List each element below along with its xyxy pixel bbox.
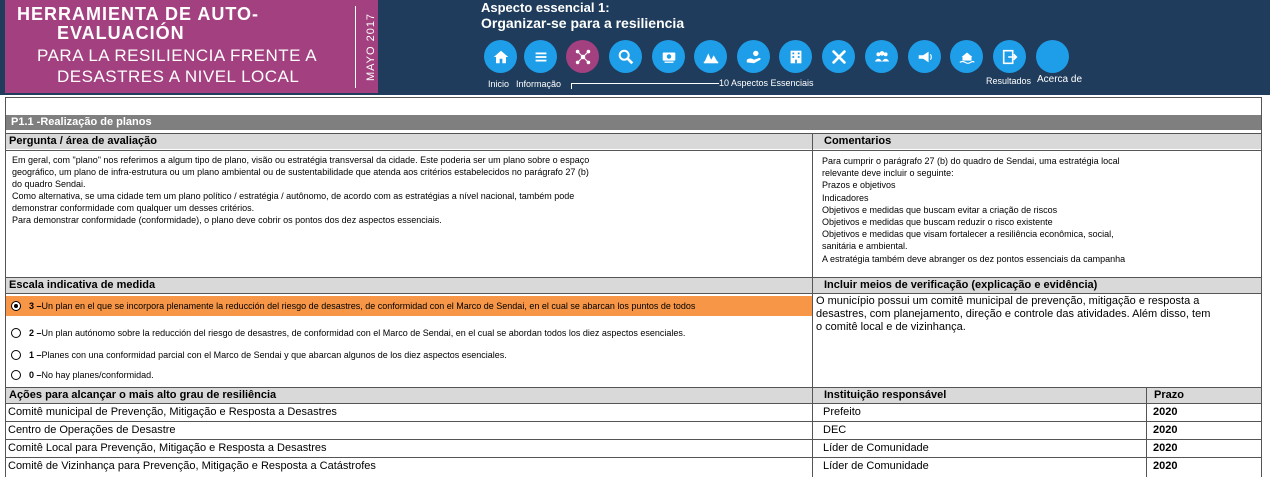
institution-cell[interactable]: Prefeito	[823, 406, 861, 418]
column-divider	[812, 403, 813, 477]
table-row	[6, 457, 1261, 475]
comment-line: A estratégia também deve abranger os dez pontos essenciais da campanha	[822, 253, 1126, 264]
institution-header: Instituição responsável	[824, 389, 947, 401]
scale-option-number: 2 –	[29, 328, 42, 338]
scale-option-number: 3 –	[29, 301, 42, 311]
nav-aspect-7-button[interactable]	[822, 40, 855, 73]
scale-header-row	[6, 277, 1261, 293]
table-row	[6, 439, 1261, 457]
shield-hand-icon	[745, 48, 763, 66]
scale-option-1[interactable]	[6, 345, 812, 365]
comment-line: sanitária e ambiental.	[822, 241, 908, 252]
scale-option-2[interactable]	[6, 323, 812, 343]
nav-info-button[interactable]	[524, 40, 557, 73]
blank-icon	[1044, 48, 1062, 66]
deadline-cell[interactable]: 2020	[1153, 424, 1178, 436]
evidence-line: desastres, com planejamento, direção e controle das atividades. Além disso, tem	[816, 308, 1211, 320]
institution-cell[interactable]: Líder de Comunidade	[823, 460, 929, 472]
brand-banner	[5, 0, 378, 93]
scale-option-text: Un plan en el que se incorpora plenamente la reducción del riesgo de desastres, de conformidad con el Marco de Sendai, en el cual se abarcan los puntos de todos	[41, 301, 696, 311]
export-icon	[1001, 48, 1019, 66]
institution-cell[interactable]: DEC	[823, 424, 847, 436]
home-icon	[492, 48, 510, 66]
brand-title-line-2: EVALUACIÓN	[57, 23, 185, 43]
question-text	[9, 151, 814, 276]
comment-line: Objetivos e medidas que visam fortalecer a resiliência econômica, social,	[822, 229, 1114, 240]
evidence-line: O município possui um comitê municipal de prevenção, mitigação e resposta a	[816, 295, 1200, 307]
section-title: P1.1 -Realização de planos	[11, 116, 152, 128]
scale-option-number: 1 –	[29, 350, 42, 360]
institution-cell[interactable]: Líder de Comunidade	[823, 442, 929, 454]
radio-button[interactable]	[11, 301, 21, 311]
question-line: demonstrar conformidade com qualquer um desses critérios.	[12, 203, 255, 213]
deadline-cell[interactable]: 2020	[1153, 460, 1178, 472]
table-row	[6, 421, 1261, 439]
brand-date-text: MAYO 2017	[365, 12, 377, 82]
aspects-bracket-line	[571, 83, 719, 84]
tools-icon	[830, 48, 848, 66]
actions-header: Ações para alcançar o mais alto grau de resiliência	[9, 389, 277, 401]
network-icon	[574, 48, 592, 66]
evidence-header: Incluir meios de verificação (explicação e evidência)	[824, 279, 1098, 291]
deadline-header: Prazo	[1154, 389, 1184, 401]
question-header: Pergunta / área de avaliação	[9, 135, 157, 147]
people-icon	[873, 48, 891, 66]
aspect-title: Aspecto essencial 1:	[481, 0, 610, 15]
top-bar	[0, 0, 1270, 95]
question-line: Em geral, com "plano" nos referimos a algum tipo de plano, visão ou estratégia transversal da cidade. Este poderia ser um plano sobre o espaço	[12, 155, 590, 165]
nav-aspect-5-button[interactable]	[737, 40, 770, 73]
nav-label-aspects: 10 Aspectos Essenciais	[719, 78, 814, 88]
scale-option-3[interactable]	[6, 296, 812, 316]
comment-line: relevante deve incluir o seguinte:	[822, 168, 954, 179]
scale-option-text: Planes con una conformidad parcial con el Marco de Sendai y que abarcan algunos de los diez aspectos esenciales.	[41, 350, 507, 360]
question-line: do quadro Sendai.	[12, 179, 86, 189]
list-icon	[532, 48, 550, 66]
nav-aspect-8-button[interactable]	[865, 40, 898, 73]
question-header-row	[6, 133, 1261, 149]
question-line: Como alternativa, se uma cidade tem um plano político / estratégia / autônomo, de acordo com as estratégias a nível nacional, também pode	[12, 191, 575, 201]
radio-dot	[14, 304, 18, 308]
actions-header-row	[6, 387, 1261, 403]
radio-button[interactable]	[11, 350, 21, 360]
section-title-bar	[6, 115, 1261, 130]
radio-button[interactable]	[11, 370, 21, 380]
radio-button[interactable]	[11, 328, 21, 338]
nav-aspect-4-button[interactable]	[694, 40, 727, 73]
brand-title-line-1: HERRAMIENTA DE AUTO-	[17, 4, 259, 24]
comments-header: Comentarios	[824, 135, 892, 147]
nav-home-button[interactable]	[484, 40, 517, 73]
comment-line: Indicadores	[822, 192, 869, 203]
aspect-subtitle: Organizar-se para a resiliencia	[481, 15, 685, 31]
brand-separator	[355, 6, 356, 88]
assessment-sheet	[5, 97, 1262, 477]
nav-aspect-3-button[interactable]	[652, 40, 685, 73]
action-cell[interactable]: Centro de Operações de Desastre	[8, 424, 176, 436]
question-content-row	[6, 150, 1261, 276]
nav-label-inicio: Inicio	[488, 79, 510, 89]
city-icon	[787, 48, 805, 66]
nav-aspect-1-button[interactable]	[566, 40, 599, 73]
action-cell[interactable]: Comitê municipal de Prevenção, Mitigação e Resposta a Desastres	[8, 406, 337, 418]
nav-aspect-10-button[interactable]	[950, 40, 983, 73]
column-divider	[812, 133, 813, 403]
nav-aspect-6-button[interactable]	[779, 40, 812, 73]
question-line: geográfico, um plano de infra-estrutura ou um plano ambiental ou de sustentabilidade que atenda aos critérios estabelecidos no parágrafo 27 (b)	[12, 167, 589, 177]
action-cell[interactable]: Comitê de Vizinhança para Prevenção, Mitigação e Resposta a Catástrofes	[8, 460, 376, 472]
evidence-text[interactable]	[814, 294, 1260, 386]
reconstruction-icon	[958, 48, 976, 66]
comments-text	[819, 151, 1259, 276]
comment-line: Para cumprir o parágrafo 27 (b) do quadro de Sendai, uma estratégia local	[822, 156, 1120, 166]
nav-label-resultados: Resultados	[986, 76, 1032, 86]
nav-aspect-2-button[interactable]	[609, 40, 642, 73]
scale-header: Escala indicativa de medida	[9, 279, 156, 291]
scale-option-0[interactable]	[6, 365, 812, 385]
nav-label-informacao: Informação	[516, 79, 562, 89]
scale-content-row	[6, 293, 1261, 386]
brand-subtitle-line-1: PARA LA RESILIENCIA FRENTE A	[37, 46, 318, 65]
deadline-cell[interactable]: 2020	[1153, 442, 1178, 454]
evidence-line: o comitê local e de vizinhança.	[816, 321, 966, 333]
money-icon	[660, 48, 678, 66]
column-divider	[1146, 387, 1147, 477]
nav-results-button[interactable]	[993, 40, 1026, 73]
question-line: Para demonstrar conformidade (conformidade), o plano deve cobrir os pontos dos dez aspectos essenciais.	[12, 215, 442, 225]
comment-line: Objetivos e medidas que buscam reduzir o risco existente	[822, 217, 1053, 228]
deadline-cell[interactable]: 2020	[1153, 406, 1178, 418]
nav-aspect-9-button[interactable]	[908, 40, 941, 73]
scale-option-text: No hay planes/conformidad.	[41, 370, 154, 380]
scale-option-number: 0 –	[29, 370, 42, 380]
scale-option-text: Un plan autónomo sobre la reducción del riesgo de desastres, de conformidad con el Marco de Sendai, en el cual se abordan todos los diez aspectos esenciales.	[41, 328, 686, 338]
building-icon	[702, 48, 720, 66]
brand-subtitle-line-2: DESASTRES A NIVEL LOCAL	[57, 67, 300, 86]
nav-label-acerca: Acerca de	[1037, 74, 1083, 85]
comment-line: Objetivos e medidas que buscam evitar a criação de riscos	[822, 204, 1058, 215]
table-row	[6, 403, 1261, 421]
nav-about-button[interactable]	[1036, 40, 1069, 73]
megaphone-icon	[916, 48, 934, 66]
magnifier-icon	[617, 48, 635, 66]
action-cell[interactable]: Comitê Local para Prevenção, Mitigação e Resposta a Desastres	[8, 442, 327, 454]
comment-line: Prazos e objetivos	[822, 180, 896, 191]
brand-date	[363, 7, 379, 87]
